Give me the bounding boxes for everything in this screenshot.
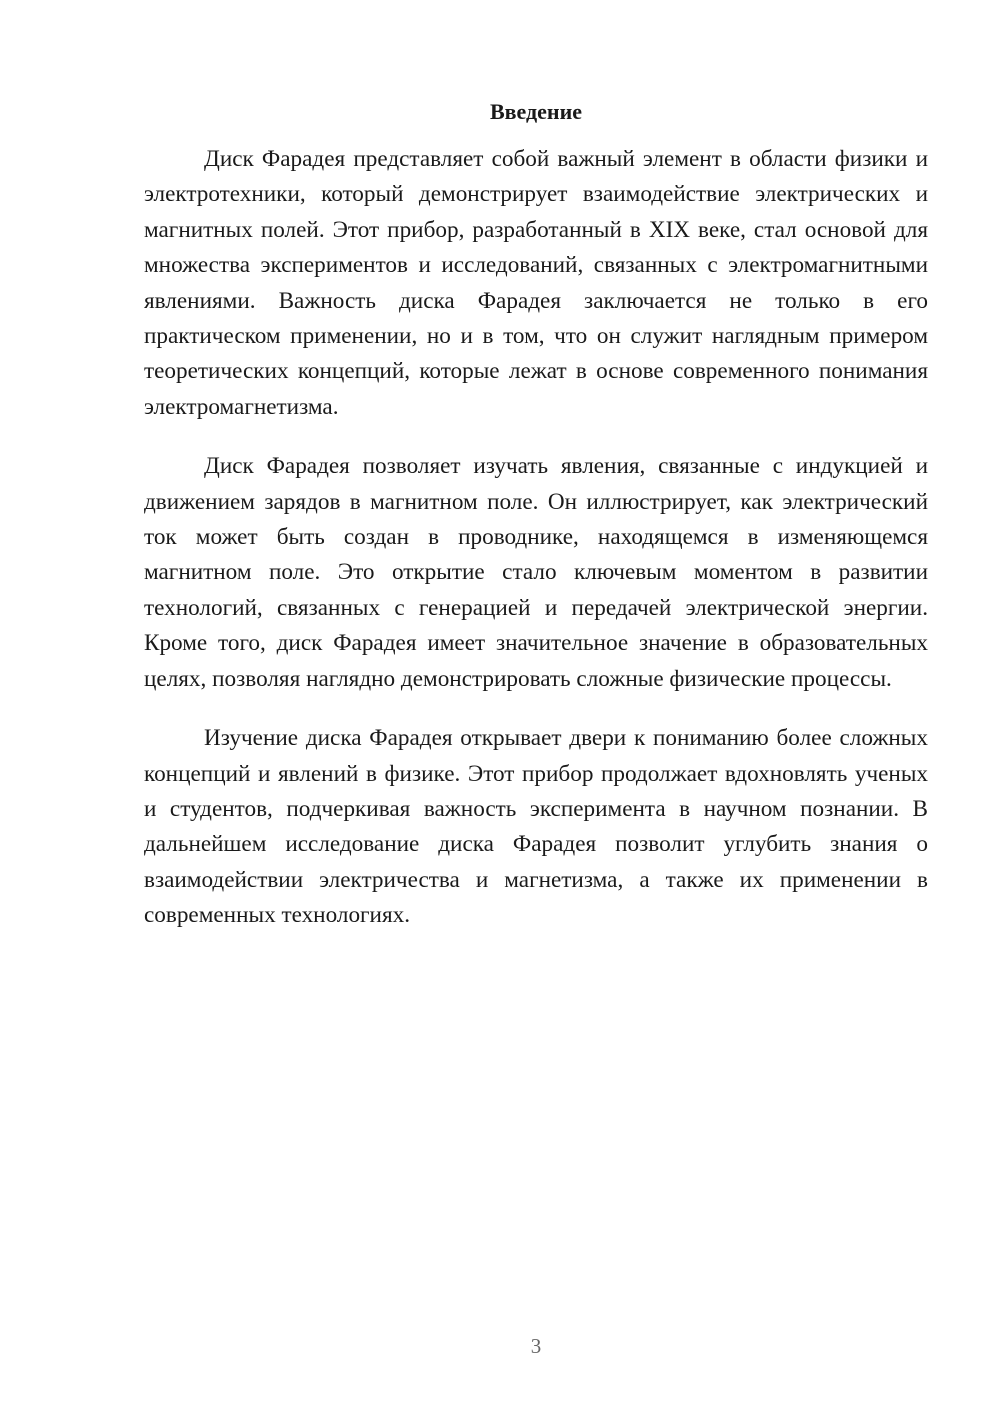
page-number: 3	[530, 1334, 542, 1358]
paragraph-3: Изучение диска Фарадея открывает двери к пониманию более сложных концепций и явлений в физике. Этот прибор продолжает вдохновлять ученых и студентов, подчеркивая важность эксперимента в научном познании. В дальнейшем исследование диска Фарадея позволит углубить знания о взаимодействии электричества и магнетизма, а также их применении в современных технологиях.	[144, 725, 928, 929]
paragraph-1: Диск Фарадея представляет собой важный элемент в области физики и электротехники, который демонстрирует взаимодействие электрических и магнитных полей. Этот прибор, разработанный в XIX веке, стал основой для множества экспериментов и исследований, связанных с электромагнитными явлениями. Важность диска Фарадея заключается не только в его практическом применении, но и в том, что он служит наглядным примером теоретических концепций, которые лежат в основе современного понимания электромагнетизма.	[144, 146, 928, 420]
section-title: Введение	[489, 99, 583, 124]
body-text	[144, 142, 928, 958]
paragraph-2: Диск Фарадея позволяет изучать явления, связанные с индукцией и движением зарядов в магнитном поле. Он иллюстрирует, как электрический ток может быть создан в проводнике, находящемся в изменяющемся магнитном поле. Это открытие стало ключевым моментом в развитии технологий, связанных с генерацией и передачей электрической энергии. Кроме того, диск Фарадея имеет значительное значение в образовательных целях, позволяя наглядно демонстрировать сложные физические процессы.	[144, 453, 928, 692]
